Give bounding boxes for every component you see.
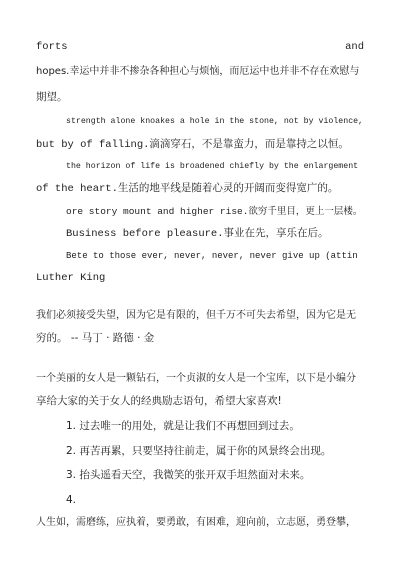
text-line: 穷的。 -- 马丁 · 路德 · 金: [36, 332, 155, 344]
text-line: and: [345, 41, 364, 53]
text-line: Bete to those ever, never, never, never give up (attin: [66, 251, 358, 261]
text-line: 2. 再苦再累，只要坚持往前走，属于你的风景终会出现。: [66, 445, 332, 457]
text-line: Business before pleasure.事业在先，享乐在后。: [66, 228, 329, 240]
text-line: 我们必须接受失望，因为它是有限的，但千万不可失去希望，因为它是无: [36, 310, 356, 321]
text-line: but by of falling.滴滴穿石，不是靠蛮力，而是靠持之以恒。: [36, 139, 349, 151]
text-line: 3. 抬头遥看天空，我微笑的张开双手坦然面对未来。: [66, 469, 311, 481]
text-line: 4.: [66, 494, 77, 506]
text-line: 1. 过去唯一的用处，就是让我们不再想回到过去。: [66, 420, 300, 432]
text-line: 人生如，需磨练，应执着，要勇敢，有困难，迎向前，立志愿，勇登攀，: [36, 517, 356, 528]
text-line: of the heart.生活的地平线是随着心灵的开阔而变得宽广的。: [36, 183, 339, 195]
text-line: forts: [36, 41, 68, 53]
text-line: Luther King: [36, 272, 106, 284]
text-line: the horizon of life is broadened chiefly by the enlargement: [66, 162, 359, 171]
text-line: 期望。: [36, 91, 68, 103]
text-line: hopes.幸运中并非不掺杂各种担心与烦恼，而厄运中也并非不存在欢慰与: [36, 66, 360, 77]
text-line: 享给大家的关于女人的经典励志语句，希望大家喜欢!: [36, 395, 282, 407]
text-line: 一个美丽的女人是一颗钻石，一个贞淑的女人是一个宝库，以下是小编分: [36, 373, 356, 384]
text-line: ore story mount and higher rise.欲穷千里目，更上一层楼。: [66, 206, 363, 217]
text-line: strength alone knoakes a hole in the stone, not by violence,: [66, 117, 364, 126]
